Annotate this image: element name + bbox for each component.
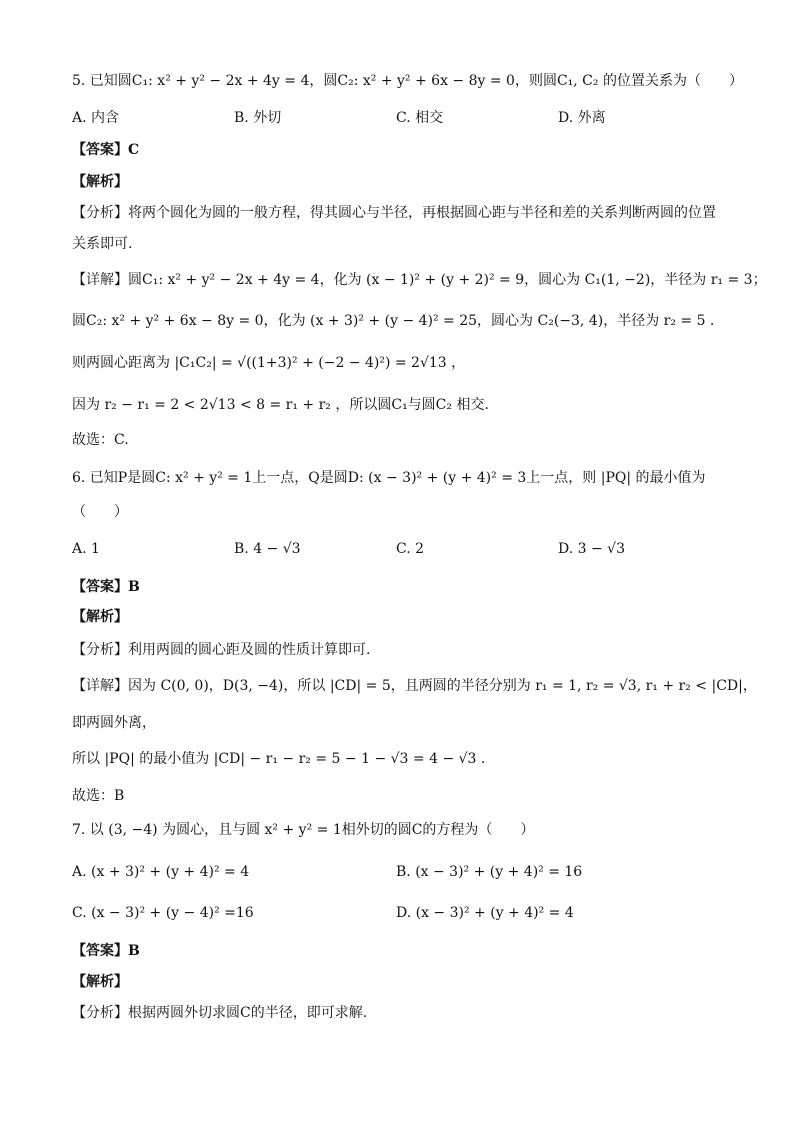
q6-detail-2: 即两圆外离，	[72, 715, 156, 731]
q7-option-d: D. (x − 3)² + (y + 4)² = 4	[396, 905, 574, 921]
q5-stem: 5. 已知圆C₁: x² + y² − 2x + 4y = 4，圆C₂: x² + y² + 6x − 8y = 0，则圆C₁, C₂ 的位置关系为（ ）	[72, 73, 743, 89]
q7-stem: 7. 以 (3, −4) 为圆心，且与圆 x² + y² = 1相外切的圆C的方程为（ ）	[72, 822, 535, 838]
q6-stem: 6. 已知P是圆C: x² + y² = 1上一点，Q是圆D: (x − 3)² + (y + 4)² = 3上一点，则 |PQ| 的最小值为	[72, 470, 706, 486]
q7-option-b: B. (x − 3)² + (y + 4)² = 16	[396, 864, 583, 880]
q6-stem-paren: （ ）	[72, 504, 128, 520]
q5-detail-1: 【详解】圆C₁: x² + y² − 2x + 4y = 4，化为 (x − 1)² + (y + 2)² = 9，圆心为 C₁(1, −2)，半径为 r₁ = 3；	[72, 272, 767, 288]
q5-detail-4: 因为 r₂ − r₁ = 2 < 2√13 < 8 = r₁ + r₂ ，所以圆C₁与圆C₂ 相交.	[72, 397, 489, 413]
q6-conclusion: 故选：B	[72, 788, 125, 804]
q5-option-a: A. 内含	[72, 110, 120, 126]
q6-fenxi: 【分析】利用两圆的圆心距及圆的性质计算即可.	[72, 642, 371, 658]
q5-detail-2: 圆C₂: x² + y² + 6x − 8y = 0，化为 (x + 3)² + (y − 4)² = 25，圆心为 C₂(−3, 4)，半径为 r₂ = 5 .	[72, 313, 715, 329]
q6-option-c: C. 2	[396, 541, 425, 557]
q7-fenxi: 【分析】根据两圆外切求圆C的半径，即可求解.	[72, 1005, 368, 1021]
q6-answer: 【答案】B	[72, 579, 140, 595]
q5-conclusion: 故选：C.	[72, 432, 129, 448]
q5-option-d: D. 外离	[558, 110, 606, 126]
q7-answer: 【答案】B	[72, 943, 140, 959]
q6-option-d: D. 3 − √3	[558, 541, 625, 557]
q7-option-c: C. (x − 3)² + (y − 4)² =16	[72, 905, 254, 921]
q6-detail-3: 所以 |PQ| 的最小值为 |CD| − r₁ − r₂ = 5 − 1 − √3 = 4 − √3 .	[72, 751, 486, 767]
q5-option-b: B. 外切	[234, 110, 282, 126]
q5-jiexi: 【解析】	[72, 174, 128, 190]
q5-fenxi-cont: 关系即可.	[72, 236, 133, 252]
q5-detail-3: 则两圆心距离为 |C₁C₂| = √((1+3)² + (−2 − 4)²) = 2√13 ，	[72, 355, 466, 371]
q6-detail-1: 【详解】因为 C(0, 0)，D(3, −4)，所以 |CD| = 5，且两圆的半径分别为 r₁ = 1, r₂ = √3, r₁ + r₂ < |CD|，	[72, 678, 757, 694]
q7-jiexi: 【解析】	[72, 974, 128, 990]
q5-fenxi: 【分析】将两个圆化为圆的一般方程，得其圆心与半径，再根据圆心距与半径和差的关系判断两圆的位置	[72, 205, 716, 221]
q6-option-b: B. 4 − √3	[234, 541, 301, 557]
q5-answer: 【答案】C	[72, 142, 140, 158]
q5-option-c: C. 相交	[396, 110, 444, 126]
q6-option-a: A. 1	[72, 541, 100, 557]
q7-option-a: A. (x + 3)² + (y + 4)² = 4	[72, 864, 250, 880]
q6-jiexi: 【解析】	[72, 609, 128, 625]
